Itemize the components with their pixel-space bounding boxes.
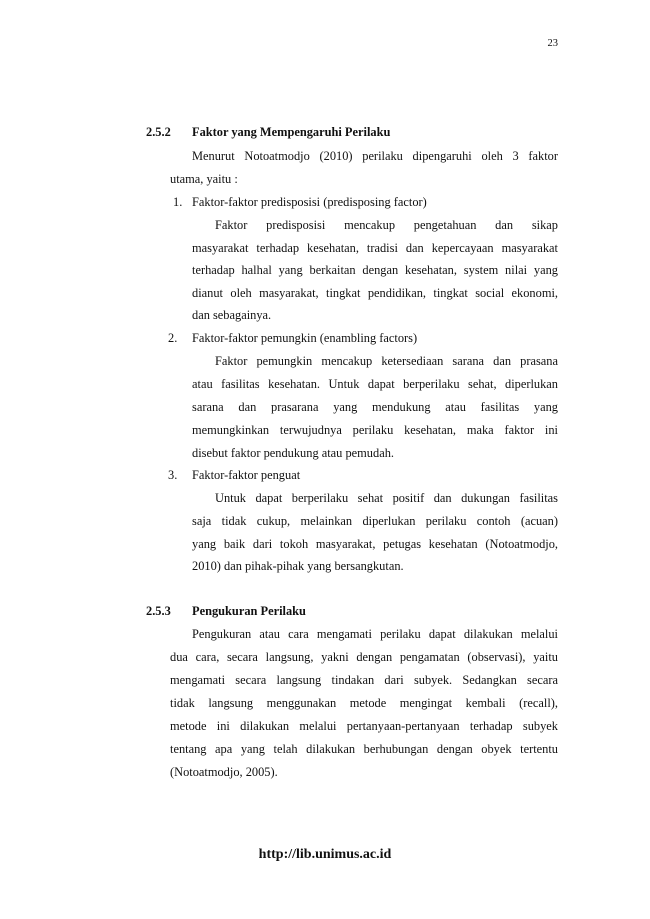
paragraph-line: disebut faktor pendukung atau pemudah. bbox=[192, 446, 394, 460]
list-number: 3. bbox=[168, 468, 178, 482]
paragraph-line: dianut oleh masyarakat, tingkat pendidikan, tingkat social ekonomi, bbox=[192, 286, 558, 300]
paragraph-line: memungkinkan terwujudnya perilaku kesehatan, maka faktor ini bbox=[192, 423, 558, 437]
list-number: 2. bbox=[168, 331, 178, 345]
paragraph-line: masyarakat terhadap kesehatan, tradisi dan kepercayaan masyarakat bbox=[192, 241, 558, 255]
paragraph-line: Untuk dapat berperilaku sehat positif dan dukungan fasilitas bbox=[215, 491, 558, 505]
paragraph-line: tidak langsung menggunakan metode mengingat kembali (recall), bbox=[170, 696, 558, 710]
footer-url: http://lib.unimus.ac.id bbox=[258, 847, 392, 862]
paragraph-line: 2010) dan pihak-pihak yang bersangkutan. bbox=[192, 559, 404, 573]
paragraph-line: utama, yaitu : bbox=[170, 172, 238, 186]
paragraph-line: Faktor predisposisi mencakup pengetahuan dan sikap bbox=[215, 218, 558, 232]
list-heading: Faktor-faktor penguat bbox=[192, 468, 301, 482]
section-number: 2.5.3 bbox=[146, 604, 171, 618]
paragraph-line: Pengukuran atau cara mengamati perilaku dapat dilakukan melalui bbox=[192, 627, 558, 641]
list-heading: Faktor-faktor pemungkin (enambling factors) bbox=[192, 331, 418, 345]
paragraph-line: yang baik dari tokoh masyarakat, petugas kesehatan (Notoatmodjo, bbox=[192, 537, 558, 551]
paragraph-line: Menurut Notoatmodjo (2010) perilaku dipengaruhi oleh 3 faktor bbox=[192, 149, 558, 163]
paragraph-line: dua cara, secara langsung, yakni dengan pengamatan (observasi), yaitu bbox=[170, 650, 558, 664]
paragraph-line: metode ini dilakukan melalui pertanyaan-pertanyaan terhadap subyek bbox=[170, 719, 558, 733]
list-heading: Faktor-faktor predisposisi (predisposing factor) bbox=[192, 195, 427, 209]
paragraph-line: atau fasilitas kesehatan. Untuk dapat berperilaku sehat, diperlukan bbox=[192, 377, 558, 391]
paragraph-line: tentang apa yang telah dilakukan berhubungan dengan obyek tertentu bbox=[170, 742, 558, 756]
paragraph-line: dan sebagainya. bbox=[192, 308, 272, 322]
paragraph-line: sarana dan prasarana yang mendukung atau fasilitas yang bbox=[192, 400, 558, 414]
section-number: 2.5.2 bbox=[146, 125, 171, 139]
list-number: 1. bbox=[173, 195, 183, 209]
paragraph-line: saja tidak cukup, melainkan diperlukan perilaku contoh (acuan) bbox=[192, 514, 558, 528]
paragraph-line: terhadap halhal yang berkaitan dengan kesehatan, system nilai yang bbox=[192, 263, 558, 277]
paragraph-line: (Notoatmodjo, 2005). bbox=[170, 765, 278, 779]
page-number: 23 bbox=[547, 38, 558, 49]
paragraph-line: mengamati secara langsung tindakan dari subyek. Sedangkan secara bbox=[170, 673, 558, 687]
paragraph-line: Faktor pemungkin mencakup ketersediaan sarana dan prasana bbox=[215, 354, 558, 368]
section-title: Faktor yang Mempengaruhi Perilaku bbox=[192, 125, 391, 139]
section-title: Pengukuran Perilaku bbox=[192, 604, 306, 618]
